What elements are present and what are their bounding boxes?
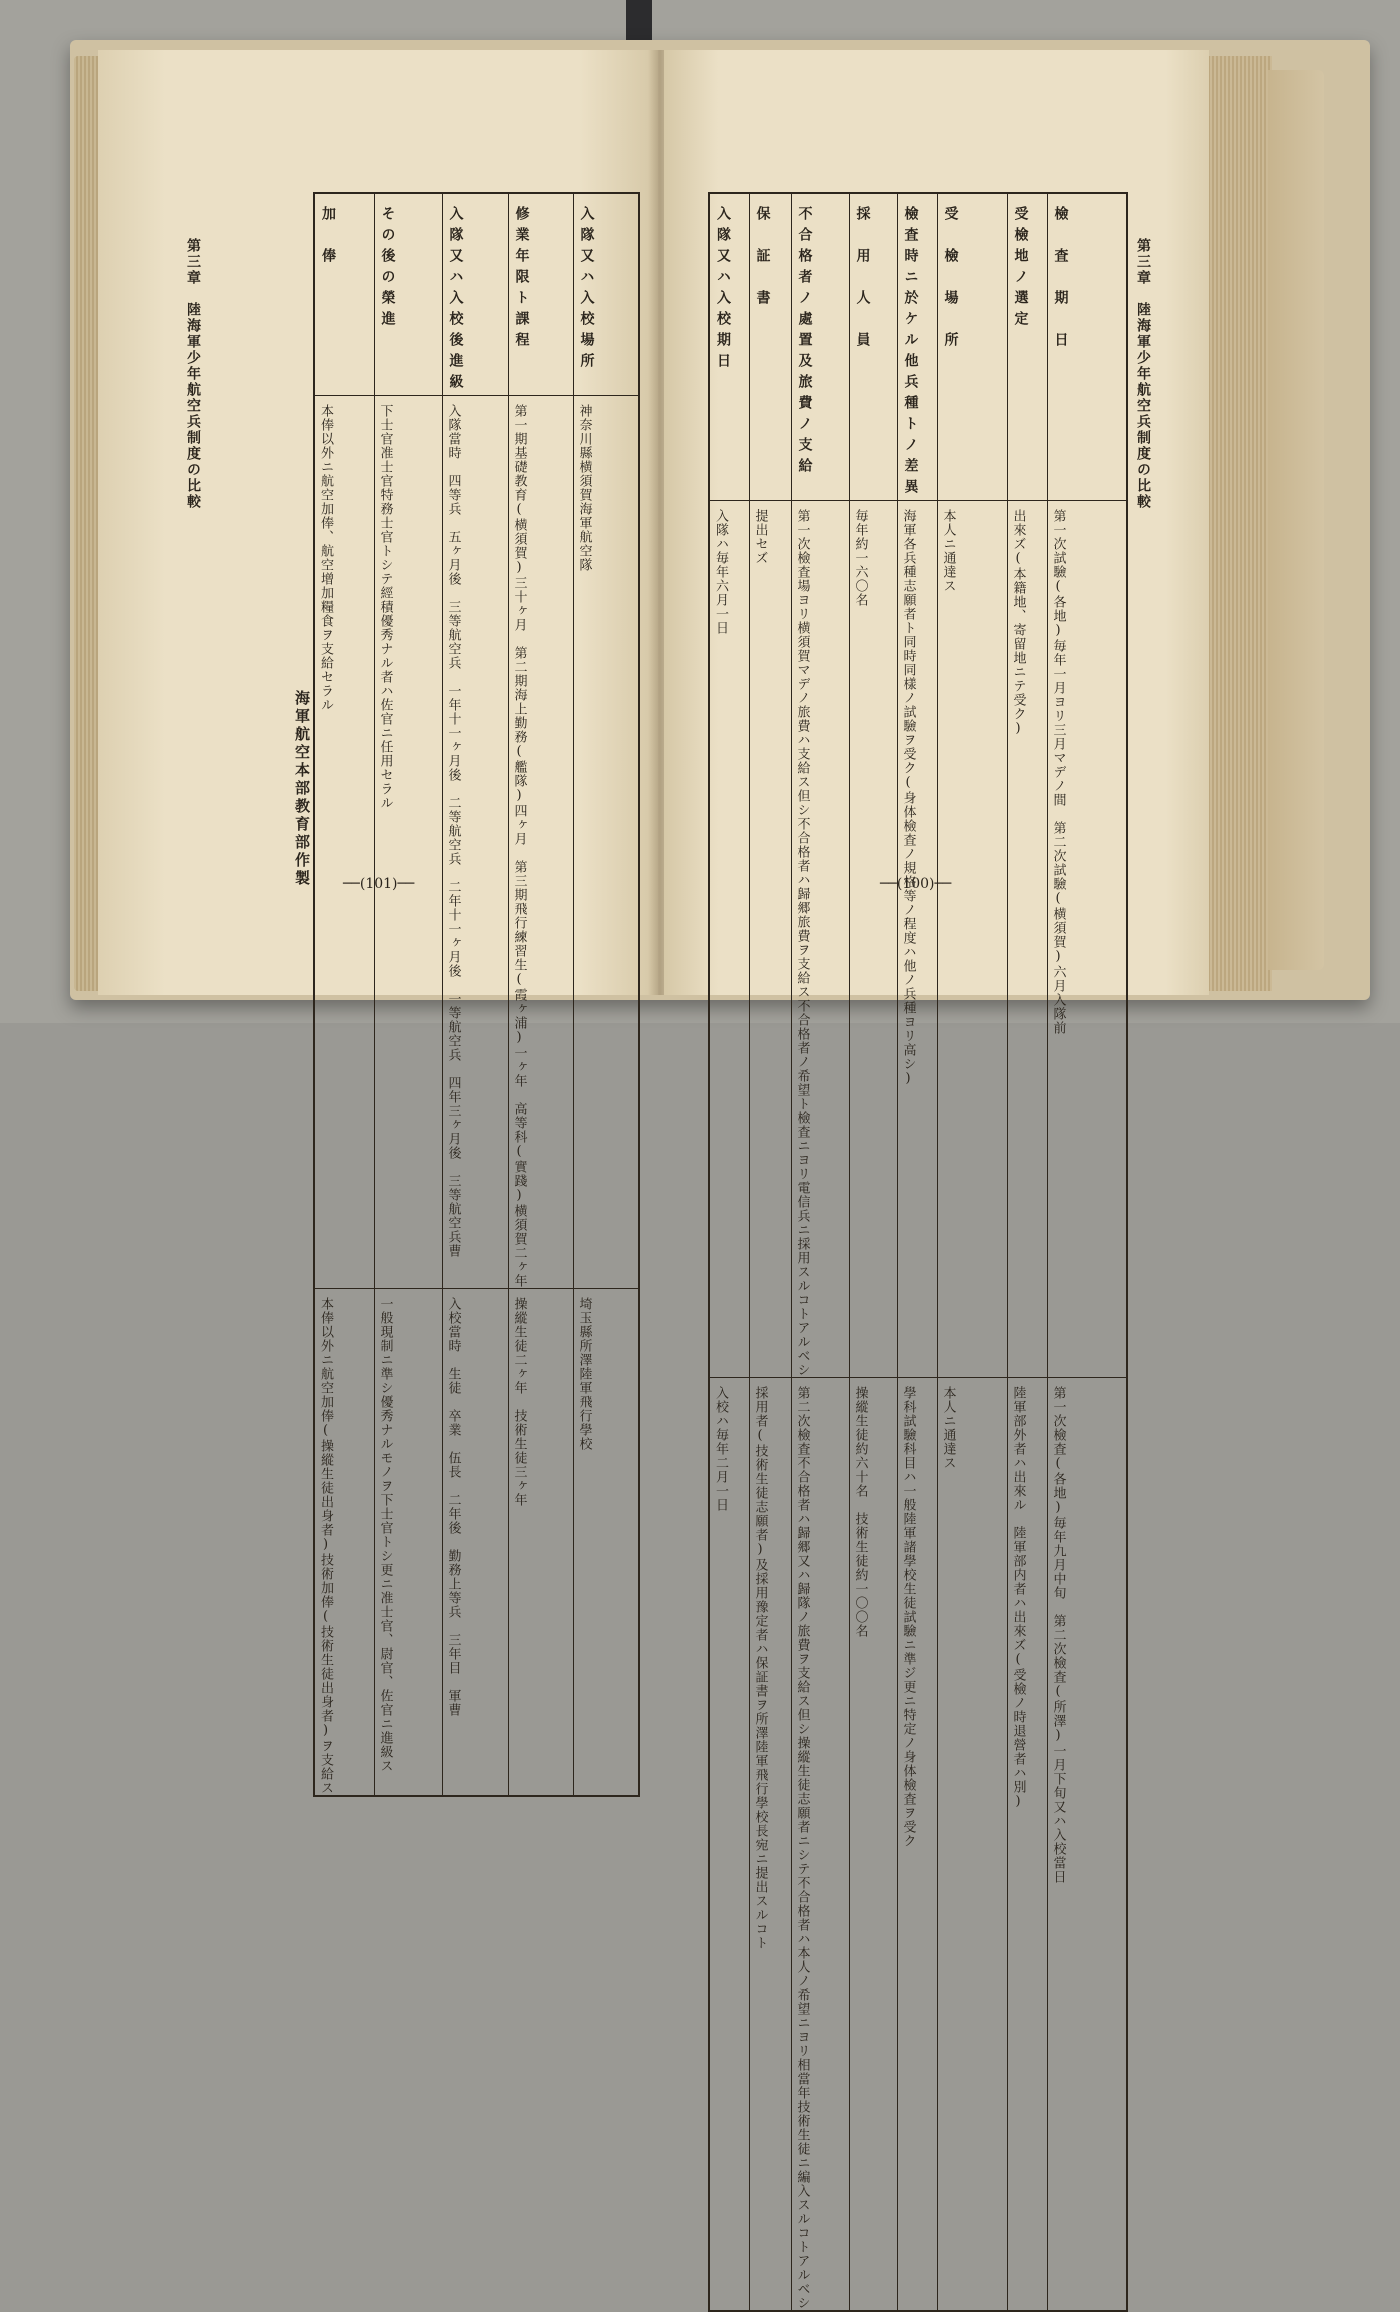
army-recruit-count: 操縱生徒約六十名 技術生徒約一〇〇名 (852, 1386, 868, 1638)
army-entry-place: 埼玉縣所澤陸軍飛行學校 (576, 1297, 592, 1451)
army-guarantee: 採用者(技術生徒志願者)及採用豫定者ハ保証書ヲ所澤陸軍飛行學校長宛ニ提出スルコト (752, 1386, 768, 1950)
header-payment: 加 俸 (320, 206, 336, 269)
right-comparison-table (708, 192, 1128, 2312)
navy-later-promotion: 下士官准士官特務士官トシテ經積優秀ナル者ハ佐官ニ任用セラル (377, 404, 393, 810)
imprint: 海軍航空本部教育部作製 (293, 690, 311, 888)
navy-entry-date: 入隊ハ毎年六月一日 (713, 509, 728, 635)
header-exam-location-choice: 受檢地ノ選定 (1012, 206, 1029, 332)
navy-guarantee: 提出セズ (752, 509, 768, 565)
header-entry-date: 入隊又ハ入校期日 (715, 206, 731, 374)
navy-payment: 本俸以外ニ航空加俸、航空增加糧食ヲ支給セラル (318, 404, 333, 712)
navy-failure-travel: 第一次檢査場ヨリ横須賀マデノ旅費ハ支給ス但シ不合格者ハ歸郷旅費ヲ支給ス不合格者ノ希望ト檢査ニヨリ電信兵ニ採用スルコトアルベシ (794, 509, 810, 1377)
navy-entry-place: 神奈川縣横須賀海軍航空隊 (576, 404, 592, 572)
army-entry-date: 入校ハ毎年二月一日 (713, 1386, 728, 1512)
army-promotion: 入校當時 生徒 卒業 伍長 二年後 勤務上等兵 三年目 軍曹 (445, 1297, 461, 1717)
header-failure-travel: 不合格者ノ處置及旅費ノ支給 (796, 206, 813, 479)
army-payment: 本俸以外ニ航空加俸(操縱生徒出身者)技術加俸(技術生徒出身者)ヲ支給ス (318, 1297, 333, 1795)
page-edges-right (1200, 56, 1272, 991)
header-later-promotion: その後の榮進 (379, 206, 396, 332)
header-guarantee: 保 証 書 (754, 206, 771, 311)
navy-recruit-count: 毎年約一六〇名 (852, 509, 868, 607)
navy-exam-date: 第一次試驗(各地)毎年一月ヨリ三月マデノ間 第二次試驗(横須賀)六月入隊前 (1050, 509, 1066, 1035)
header-entry-place: 入隊又ハ入校場所 (578, 206, 595, 374)
army-later-promotion: 一般現制ニ準シ優秀ナルモノヲ下士官トシ更ニ准士官、尉官、佐官ニ進級ス (377, 1297, 393, 1773)
left-running-head: 第三章 陸海軍少年航空兵制度の比較 (185, 238, 201, 510)
navy-exam-location-choice: 出來ズ(本籍地、寄留地ニテ受ク) (1010, 509, 1026, 737)
army-failure-travel: 第二次檢査不合格者ハ歸郷又ハ歸隊ノ旅費ヲ支給ス但シ操縱生徒志願者ニシテ不合格者ハ本人ノ希望ニヨリ相當年技術生徒ニ編入スルコトアルベシ (794, 1386, 810, 2310)
header-difference: 檢査時ニ於ケル他兵種トノ差異 (902, 206, 919, 500)
army-exam-location-choice: 陸軍部外者ハ出來ル 陸軍部内者ハ出來ズ(受檢ノ時退營者ハ別) (1010, 1386, 1026, 1810)
left-comparison-table (313, 192, 640, 1797)
header-term-course: 修業年限ト課程 (513, 206, 530, 353)
header-promotion-after-entry: 入隊又ハ入校後進級 (447, 206, 464, 395)
navy-exam-place: 本人ニ通達ス (940, 509, 956, 593)
army-exam-date: 第一次檢査(各地)毎年九月中旬 第二次檢査(所澤)一月下旬又ハ入校當日 (1050, 1386, 1066, 1884)
navy-difference: 海軍各兵種志願者ト同時同樣ノ試驗ヲ受ク(身体檢査ノ規格等ノ程度ハ他ノ兵種ヨリ高シ) (900, 509, 916, 1087)
header-exam-place: 受 檢 場 所 (942, 206, 959, 353)
navy-term-course: 第一期基礎教育(横須賀)三十ヶ月 第二期海上勤務(艦隊)四ヶ月 第三期飛行練習生(霞ヶ浦)一ヶ年 高等科(實踐)横須賀二ヶ年 (511, 404, 527, 1288)
army-exam-place: 本人ニ通達ス (940, 1386, 956, 1470)
back-cover-edge (1268, 70, 1324, 970)
army-term-course: 操縱生徒二ヶ年 技術生徒三ヶ年 (511, 1297, 527, 1507)
header-recruit-count: 採 用 人 員 (854, 206, 871, 353)
right-running-head: 第三章 陸海軍少年航空兵制度の比較 (1135, 238, 1151, 510)
right-folio: ──(100)── (880, 876, 952, 892)
header-exam-date: 檢 査 期 日 (1052, 206, 1069, 353)
left-folio: ──(101)── (343, 876, 415, 892)
navy-promotion: 入隊當時 四等兵 五ヶ月後 三等航空兵 一年十一ヶ月後 二等航空兵 二年十一ヶ月後 一等航空兵 四年三ヶ月後 三等航空兵曹 (445, 404, 461, 1258)
army-difference: 學科試驗科目ハ一般陸軍諸學校生徒試驗ニ準ジ更ニ特定ノ身体檢査ヲ受ク (900, 1386, 916, 1848)
